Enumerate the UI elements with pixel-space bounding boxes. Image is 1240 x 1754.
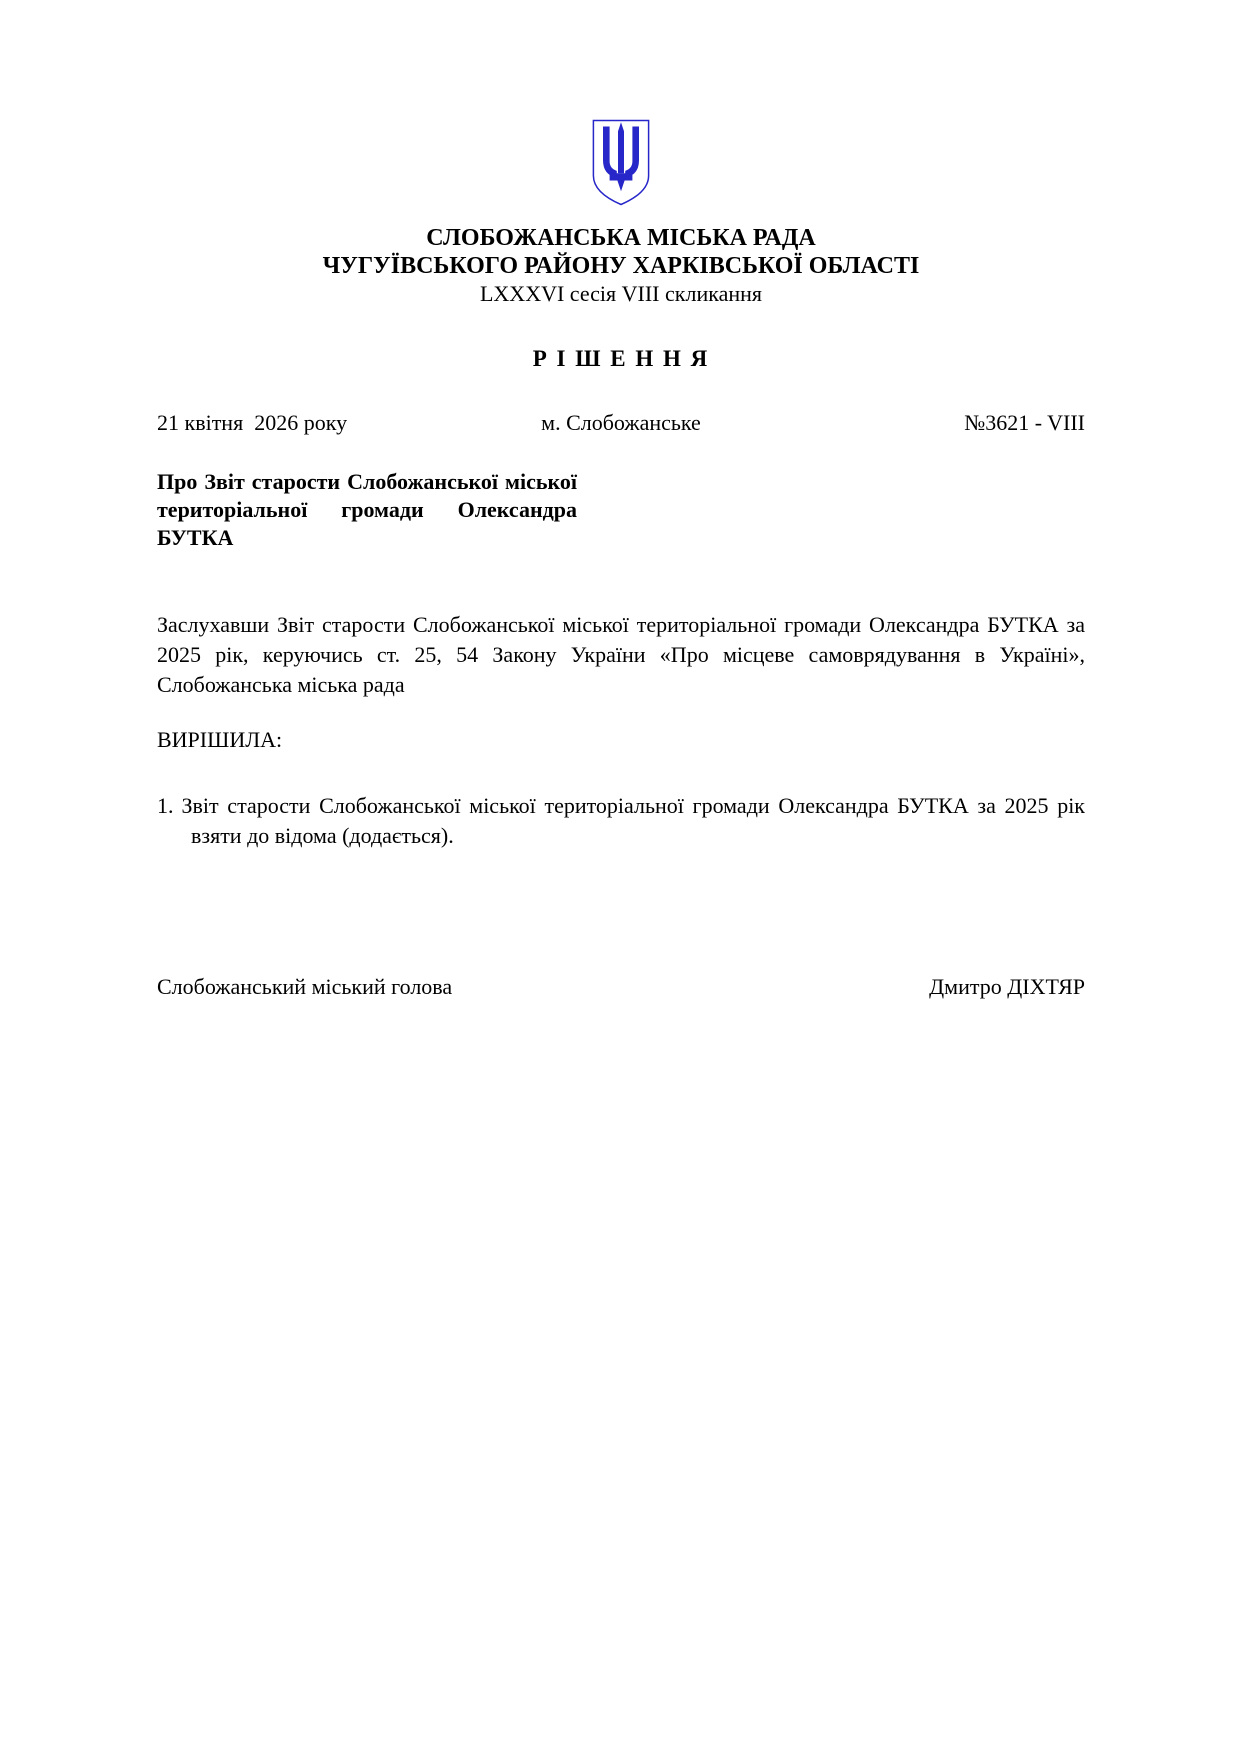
org-name-line2: ЧУГУЇВСЬКОГО РАЙОНУ ХАРКІВСЬКОЇ ОБЛАСТІ — [322, 253, 920, 279]
document-subject: Про Звіт старости Слобожанської міської територіальної громади Олександра БУТКА — [157, 469, 577, 550]
document-number: №3621 - VIII — [964, 410, 1085, 435]
document-date: 21 квітня 2026 року — [157, 410, 348, 435]
emblem-container — [157, 0, 1085, 212]
ukraine-trident-emblem-icon — [591, 118, 651, 207]
resolution-items — [157, 791, 1085, 851]
preamble-paragraph: Заслухавши Звіт старости Слобожанської міської територіальної громади Олександра БУТКА за 2025 рік, керуючись ст. 25, 54 Закону України «Про місцеве самоврядування в Україні», Слобожанська міська рада — [157, 612, 1085, 697]
resolution-item-1 — [157, 791, 1085, 851]
item-number: 1. — [157, 793, 174, 818]
document-meta-row — [157, 410, 1085, 436]
document-type-title: Р І Ш Е Н Н Я — [532, 346, 710, 371]
signer-name: Дмитро ДІХТЯР — [929, 974, 1085, 999]
document-place: м. Слобожанське — [541, 410, 701, 435]
item-text: Звіт старости Слобожанської міської територіальної громади Олександра БУТКА за 2025 рік взяти до відома (додається). — [181, 793, 1085, 848]
signature-row — [157, 973, 1085, 1001]
resolved-label: ВИРІШИЛА: — [157, 727, 283, 752]
session-line: LXXXVI сесія VIII скликання — [479, 281, 762, 306]
org-name-line1: СЛОБОЖАНСЬКА МІСЬКА РАДА — [426, 225, 816, 251]
signer-title: Слобожанський міський голова — [157, 974, 453, 999]
